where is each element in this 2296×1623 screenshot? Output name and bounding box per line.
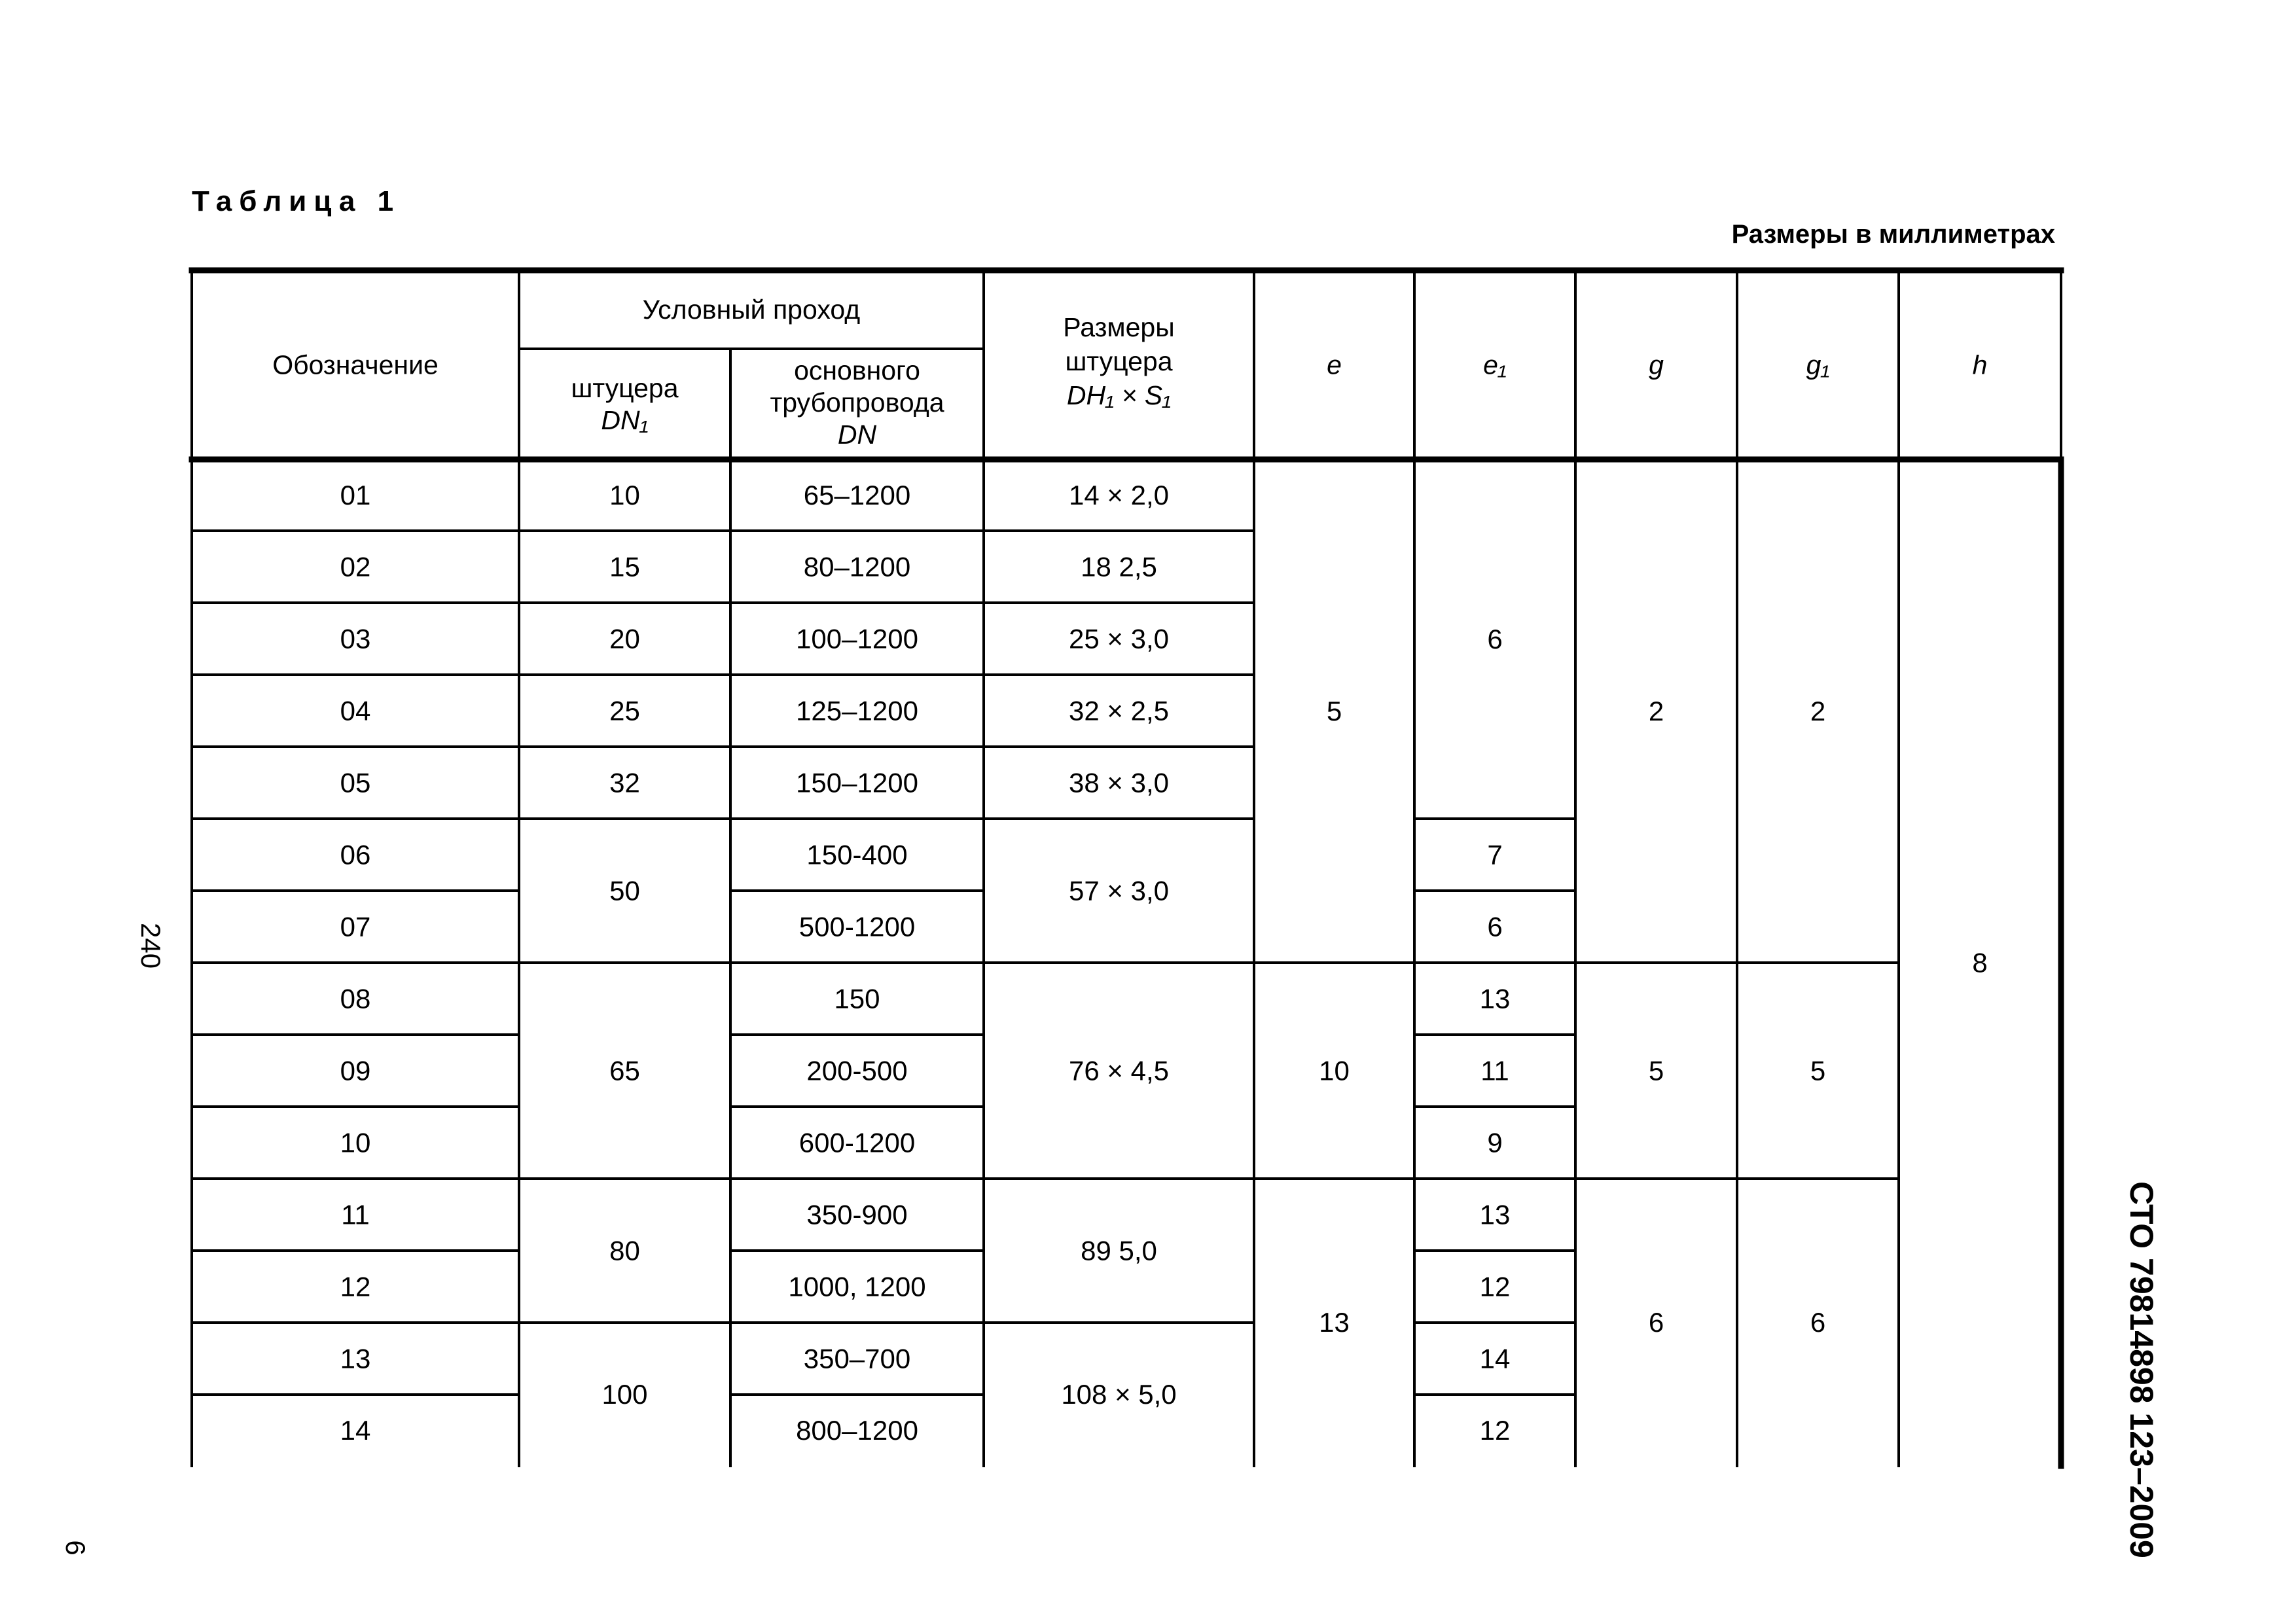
fitting-size-cell: 25 × 3,0 xyxy=(1069,623,1169,654)
e1-cell: 11 xyxy=(1480,1055,1509,1086)
header-fitting-dimensions-symbol: DН₁ × S₁ xyxy=(1066,380,1172,410)
designation-cell: 08 xyxy=(340,983,371,1014)
fitting-size-cell: 57 × 3,0 xyxy=(1069,875,1169,906)
designation-cell: 09 xyxy=(340,1055,371,1086)
designation-cell: 03 xyxy=(340,623,371,654)
designation-cell: 12 xyxy=(340,1271,371,1302)
e1-cell: 12 xyxy=(1479,1415,1511,1446)
designation-cell: 02 xyxy=(340,551,371,582)
header-fitting-dimensions: Размеры xyxy=(1063,312,1175,342)
main-dn-cell: 350-900 xyxy=(806,1199,908,1230)
fitting-dn1-cell: 20 xyxy=(609,623,640,654)
e1-cell: 9 xyxy=(1487,1127,1503,1158)
e1-cell: 7 xyxy=(1487,839,1503,870)
header-g: g xyxy=(1649,349,1664,380)
e-cell: 10 xyxy=(1319,1055,1350,1086)
main-dn-cell: 150 xyxy=(834,983,880,1014)
main-dn-cell: 65–1200 xyxy=(803,480,911,510)
header-e: e xyxy=(1327,349,1342,380)
main-dn-cell: 500-1200 xyxy=(798,911,916,942)
page-number-left: 240 xyxy=(135,923,166,969)
header-h: h xyxy=(1972,349,1988,380)
g1-cell: 6 xyxy=(1810,1307,1826,1338)
e1-cell: 13 xyxy=(1479,1199,1511,1230)
designation-cell: 04 xyxy=(340,695,371,726)
header-main-dn: основного xyxy=(794,355,920,385)
header-fitting-dn1: штуцера xyxy=(571,373,679,403)
main-dn-cell: 600-1200 xyxy=(798,1127,916,1158)
main-dn-cell: 150-400 xyxy=(806,839,908,870)
main-dn-cell: 150–1200 xyxy=(796,767,918,798)
fitting-size-cell: 76 × 4,5 xyxy=(1069,1055,1169,1086)
header-fitting-dn1-symbol: DN₁ xyxy=(601,405,649,435)
g1-cell: 5 xyxy=(1810,1055,1826,1086)
main-dn-cell: 80–1200 xyxy=(803,551,911,582)
fitting-dn1-cell: 80 xyxy=(609,1235,640,1266)
header-main-dn: трубопровода xyxy=(770,387,944,418)
header-designation: Обозначение xyxy=(272,349,439,380)
designation-cell: 05 xyxy=(340,767,371,798)
fitting-dn1-cell: 10 xyxy=(609,480,640,510)
header-fitting-dimensions: штуцера xyxy=(1065,346,1173,376)
fitting-size-cell: 108 × 5,0 xyxy=(1061,1379,1177,1410)
g1-cell: 2 xyxy=(1810,696,1826,726)
designation-cell: 14 xyxy=(340,1415,371,1446)
main-dn-cell: 100–1200 xyxy=(796,623,918,654)
header-e1: e₁ xyxy=(1483,349,1507,380)
fitting-size-cell: 89 5,0 xyxy=(1081,1235,1157,1266)
standard-code: СТО 79814898 123–2009 xyxy=(2123,1181,2160,1558)
designation-cell: 13 xyxy=(340,1343,371,1374)
designation-cell: 07 xyxy=(340,911,371,942)
main-dn-cell: 350–700 xyxy=(803,1343,911,1374)
g-cell: 5 xyxy=(1648,1055,1664,1086)
main-dn-cell: 200-500 xyxy=(806,1055,908,1086)
fitting-dn1-cell: 32 xyxy=(609,767,640,798)
units-note: Размеры в миллиметрах xyxy=(1731,220,2055,249)
main-dn-cell: 800–1200 xyxy=(796,1415,918,1446)
e-cell: 13 xyxy=(1319,1307,1350,1338)
e1-cell: 13 xyxy=(1479,983,1511,1014)
header-g1: g₁ xyxy=(1806,349,1830,380)
g-cell: 6 xyxy=(1648,1307,1664,1338)
e1-cell: 12 xyxy=(1479,1271,1511,1302)
fitting-size-cell: 38 × 3,0 xyxy=(1069,767,1169,798)
fitting-size-cell: 14 × 2,0 xyxy=(1069,480,1169,510)
designation-cell: 01 xyxy=(340,480,371,510)
e-cell: 5 xyxy=(1326,696,1342,726)
g-cell: 2 xyxy=(1648,696,1664,726)
table-title: Таблица 1 xyxy=(192,185,401,217)
main-dn-cell: 1000, 1200 xyxy=(788,1271,926,1302)
fitting-size-cell: 18 2,5 xyxy=(1081,551,1157,582)
fitting-size-cell: 32 × 2,5 xyxy=(1069,695,1169,726)
fitting-dn1-cell: 65 xyxy=(609,1055,640,1086)
fitting-dn1-cell: 25 xyxy=(609,695,640,726)
fitting-dn1-cell: 100 xyxy=(601,1379,648,1410)
designation-cell: 10 xyxy=(340,1127,371,1158)
page-number-edge: 6 xyxy=(60,1540,91,1556)
e1-cell: 6 xyxy=(1487,911,1503,942)
header-main-dn-symbol: DN xyxy=(837,419,877,450)
designation-cell: 06 xyxy=(340,839,371,870)
e1-cell: 6 xyxy=(1487,624,1503,654)
header-nominal-bore: Условный проход xyxy=(642,294,861,325)
main-dn-cell: 125–1200 xyxy=(796,695,918,726)
fitting-dn1-cell: 50 xyxy=(609,875,640,906)
designation-cell: 11 xyxy=(341,1199,370,1230)
e1-cell: 14 xyxy=(1479,1343,1511,1374)
fitting-dn1-cell: 15 xyxy=(609,551,640,582)
h-cell: 8 xyxy=(1972,947,1988,978)
